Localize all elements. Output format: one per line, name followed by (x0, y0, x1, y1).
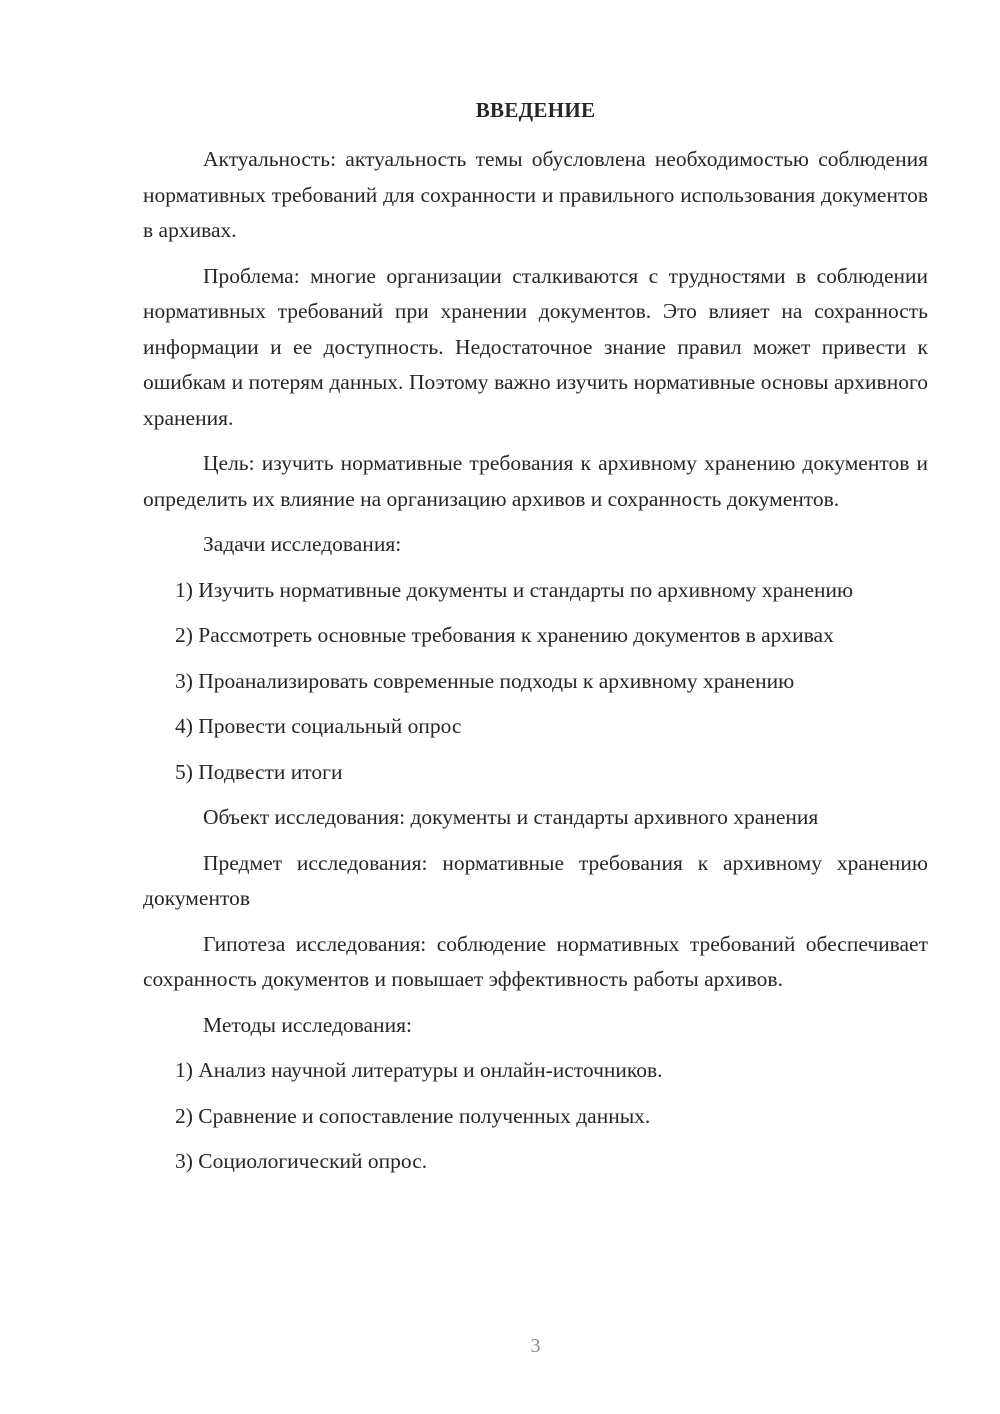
method-item: 3) Социологический опрос. (175, 1149, 428, 1173)
document-body (143, 142, 928, 1190)
problem-paragraph: Проблема: многие организации сталкиваются с трудностями в соблюдении нормативных требований при хранении документов. Это влияет на сохранность информации и ее доступность. Недостаточное знание правил может привести к ошибкам и потерям данных. Поэтому важно изучить нормативные основы архивного хранения. (143, 263, 928, 430)
object-paragraph: Объект исследования: документы и стандарты архивного хранения (203, 805, 819, 829)
goal-paragraph: Цель: изучить нормативные требования к архивному хранению документов и определить их влияние на организацию архивов и сохранность документов. (143, 451, 928, 511)
document-page (143, 0, 928, 1414)
task-item: 5) Подвести итоги (175, 759, 343, 784)
task-item: 4) Провести социальный опрос (175, 714, 462, 738)
task-item: 2) Рассмотреть основные требования к хранению документов в архивах (175, 623, 834, 647)
task-item: 1) Изучить нормативные документы и стандарты по архивному хранению (175, 577, 854, 602)
task-item: 3) Проанализировать современные подходы к архивному хранению (175, 668, 795, 693)
tasks-heading: Задачи исследования: (203, 532, 402, 556)
page-title: ВВЕДЕНИЕ (475, 98, 596, 122)
method-item: 2) Сравнение и сопоставление полученных данных. (175, 1103, 651, 1128)
subject-paragraph: Предмет исследования: нормативные требования к архивному хранению документов (143, 850, 928, 910)
method-item: 1) Анализ научной литературы и онлайн-источников. (175, 1058, 663, 1082)
methods-heading: Методы исследования: (203, 1012, 412, 1037)
hypothesis-paragraph: Гипотеза исследования: соблюдение нормативных требований обеспечивает сохранность документов и повышает эффективность работы архивов. (143, 931, 928, 991)
relevance-paragraph: Актуальность: актуальность темы обусловлена необходимостью соблюдения нормативных требований для сохранности и правильного использования документов в архивах. (143, 147, 928, 242)
page-number: 3 (530, 1335, 541, 1357)
